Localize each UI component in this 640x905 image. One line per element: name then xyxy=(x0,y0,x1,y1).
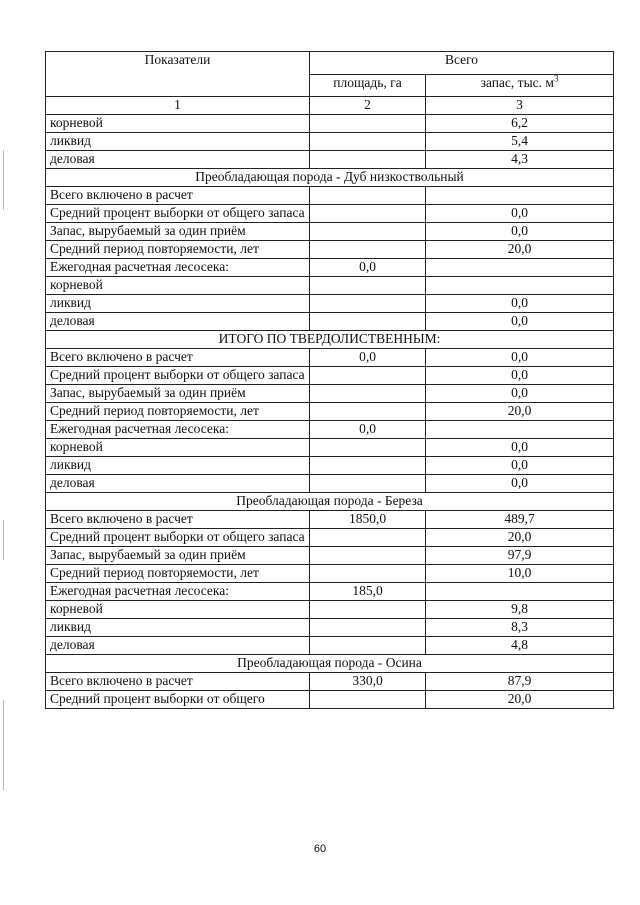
table-row xyxy=(46,187,614,205)
table-row xyxy=(46,115,614,133)
row-label: ликвид xyxy=(46,133,310,151)
row-label: Ежегодная расчетная лесосека: xyxy=(46,583,310,601)
table-row xyxy=(46,295,614,313)
stock-value xyxy=(426,421,614,439)
row-label: Средний период повторяемости, лет xyxy=(46,241,310,259)
table-row xyxy=(46,511,614,529)
stock-value xyxy=(426,187,614,205)
stock-value: 97,9 xyxy=(426,547,614,565)
area-value: 0,0 xyxy=(310,349,426,367)
header-indicators: Показатели xyxy=(46,52,310,97)
stock-value: 5,4 xyxy=(426,133,614,151)
row-label: корневой xyxy=(46,439,310,457)
stock-value: 9,8 xyxy=(426,601,614,619)
stock-value: 0,0 xyxy=(426,205,614,223)
stock-value: 4,3 xyxy=(426,151,614,169)
table-row xyxy=(46,403,614,421)
table-row xyxy=(46,547,614,565)
table-row xyxy=(46,619,614,637)
area-value xyxy=(310,529,426,547)
area-value xyxy=(310,619,426,637)
section-title: ИТОГО ПО ТВЕРДОЛИСТВЕННЫМ: xyxy=(46,331,614,349)
column-index: 2 xyxy=(310,97,426,115)
table-row xyxy=(46,637,614,655)
table-row xyxy=(46,223,614,241)
row-label: ликвид xyxy=(46,457,310,475)
area-value xyxy=(310,133,426,151)
stock-value: 87,9 xyxy=(426,673,614,691)
row-label: Всего включено в расчет xyxy=(46,187,310,205)
area-value xyxy=(310,241,426,259)
header-total: Всего xyxy=(310,52,614,75)
stock-value: 0,0 xyxy=(426,313,614,331)
area-value xyxy=(310,601,426,619)
row-label: корневой xyxy=(46,601,310,619)
row-label: Ежегодная расчетная лесосека: xyxy=(46,259,310,277)
section-title: Преобладающая порода - Дуб низкоствольный xyxy=(46,169,614,187)
table-row xyxy=(46,673,614,691)
row-label: деловая xyxy=(46,151,310,169)
scan-artifact xyxy=(3,700,4,790)
stock-value: 0,0 xyxy=(426,457,614,475)
area-value xyxy=(310,385,426,403)
section-title: Преобладающая порода - Береза xyxy=(46,493,614,511)
stock-value: 8,3 xyxy=(426,619,614,637)
area-value xyxy=(310,151,426,169)
row-label: Всего включено в расчет xyxy=(46,349,310,367)
header-area: площадь, га xyxy=(310,74,426,97)
section-title: Преобладающая порода - Осина xyxy=(46,655,614,673)
row-label: Всего включено в расчет xyxy=(46,511,310,529)
row-label: ликвид xyxy=(46,295,310,313)
area-value xyxy=(310,565,426,583)
area-value xyxy=(310,457,426,475)
table-row xyxy=(46,349,614,367)
row-label: Средний процент выборки от общего запаса xyxy=(46,205,310,223)
row-label: деловая xyxy=(46,475,310,493)
area-value xyxy=(310,205,426,223)
row-label: деловая xyxy=(46,313,310,331)
area-value xyxy=(310,115,426,133)
stock-value: 20,0 xyxy=(426,241,614,259)
section-row xyxy=(46,493,614,511)
table-row xyxy=(46,439,614,457)
table-row xyxy=(46,259,614,277)
area-value xyxy=(310,367,426,385)
row-label: корневой xyxy=(46,277,310,295)
table-row xyxy=(46,241,614,259)
table-row xyxy=(46,457,614,475)
row-label: ликвид xyxy=(46,619,310,637)
table-row xyxy=(46,277,614,295)
stock-value: 4,8 xyxy=(426,637,614,655)
area-value xyxy=(310,277,426,295)
area-value xyxy=(310,187,426,205)
stock-value: 20,0 xyxy=(426,529,614,547)
area-value xyxy=(310,691,426,709)
area-value xyxy=(310,475,426,493)
area-value: 0,0 xyxy=(310,421,426,439)
row-label: Запас, вырубаемый за один приём xyxy=(46,547,310,565)
row-label: деловая xyxy=(46,637,310,655)
area-value xyxy=(310,637,426,655)
table-row xyxy=(46,421,614,439)
row-label: Всего включено в расчет xyxy=(46,673,310,691)
table-row xyxy=(46,313,614,331)
stock-value: 6,2 xyxy=(426,115,614,133)
area-value xyxy=(310,403,426,421)
stock-value xyxy=(426,583,614,601)
table-row xyxy=(46,565,614,583)
area-value xyxy=(310,439,426,457)
area-value: 185,0 xyxy=(310,583,426,601)
stock-value: 489,7 xyxy=(426,511,614,529)
stock-value xyxy=(426,259,614,277)
stock-value: 0,0 xyxy=(426,349,614,367)
section-row xyxy=(46,655,614,673)
table-row xyxy=(46,475,614,493)
stock-value: 10,0 xyxy=(426,565,614,583)
table-row xyxy=(46,529,614,547)
row-label: Средний процент выборки от общего запаса xyxy=(46,529,310,547)
row-label: Средний период повторяемости, лет xyxy=(46,403,310,421)
column-index-row xyxy=(46,97,614,115)
row-label: Средний период повторяемости, лет xyxy=(46,565,310,583)
table-row xyxy=(46,367,614,385)
stock-value: 0,0 xyxy=(426,439,614,457)
row-label: корневой xyxy=(46,115,310,133)
area-value xyxy=(310,313,426,331)
page-number: 60 xyxy=(313,843,327,855)
scan-artifact xyxy=(3,520,4,560)
column-index: 3 xyxy=(426,97,614,115)
area-value xyxy=(310,547,426,565)
area-value: 1850,0 xyxy=(310,511,426,529)
area-value xyxy=(310,295,426,313)
area-value xyxy=(310,223,426,241)
header-row xyxy=(46,52,614,75)
column-index: 1 xyxy=(46,97,310,115)
area-value: 0,0 xyxy=(310,259,426,277)
section-row xyxy=(46,331,614,349)
table-row xyxy=(46,133,614,151)
stock-value: 0,0 xyxy=(426,475,614,493)
row-label: Средний процент выборки от общего запаса xyxy=(46,367,310,385)
scan-artifact xyxy=(3,150,4,210)
table-row xyxy=(46,151,614,169)
stock-value: 20,0 xyxy=(426,691,614,709)
stock-value: 0,0 xyxy=(426,385,614,403)
table-row xyxy=(46,691,614,709)
area-value: 330,0 xyxy=(310,673,426,691)
row-label: Запас, вырубаемый за один приём xyxy=(46,385,310,403)
table-row xyxy=(46,601,614,619)
table-row xyxy=(46,385,614,403)
table-row xyxy=(46,583,614,601)
row-label: Запас, вырубаемый за один приём xyxy=(46,223,310,241)
row-label: Средний процент выборки от общего xyxy=(46,691,310,709)
forest-cut-table xyxy=(45,51,614,709)
stock-value: 20,0 xyxy=(426,403,614,421)
stock-value xyxy=(426,277,614,295)
header-stock: запас, тыс. $м^3$ xyxy=(426,74,614,97)
section-row xyxy=(46,169,614,187)
table-row xyxy=(46,205,614,223)
row-label: Ежегодная расчетная лесосека: xyxy=(46,421,310,439)
stock-value: 0,0 xyxy=(426,223,614,241)
stock-value: 0,0 xyxy=(426,295,614,313)
stock-value: 0,0 xyxy=(426,367,614,385)
